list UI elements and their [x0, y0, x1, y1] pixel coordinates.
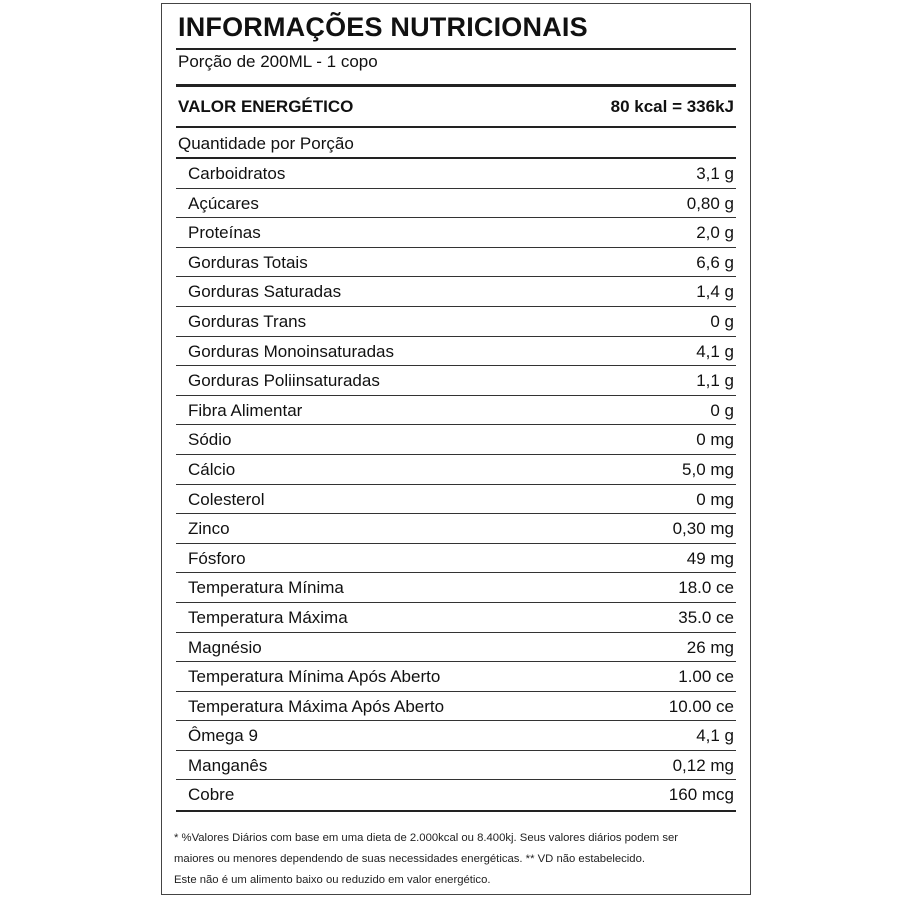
footnote — [174, 828, 740, 891]
nutrient-value: 3,1 g — [696, 164, 734, 183]
nutrient-value: 35.0 ce — [678, 607, 734, 627]
nutrient-value: 26 mg — [686, 637, 734, 657]
table-row — [176, 751, 736, 781]
table-row — [176, 189, 736, 219]
nutrient-value: 2,0 g — [696, 223, 734, 243]
nutrient-label: Zinco — [188, 519, 230, 539]
panel-title: INFORMAÇÕES NUTRICIONAIS — [178, 12, 588, 42]
nutrient-value: 0 g — [710, 311, 734, 331]
title-divider — [176, 48, 736, 50]
nutrient-label: Manganês — [188, 755, 268, 775]
portion-size: Porção de 200ML - 1 copo — [178, 52, 378, 71]
nutrient-value: 0,30 mg — [672, 519, 734, 539]
table-row — [176, 485, 736, 515]
table-row — [176, 218, 736, 248]
footnote-line: maiores ou menores dependendo de suas necessidades energéticas. ** VD não estabelecido. — [174, 853, 646, 865]
nutrient-value: 5,0 mg — [682, 459, 734, 479]
energy-divider — [176, 126, 736, 128]
nutrient-label: Temperatura Máxima — [188, 607, 348, 627]
nutrient-value: 1,4 g — [696, 282, 734, 302]
nutrient-table — [176, 159, 736, 810]
nutrient-label: Fibra Alimentar — [188, 400, 303, 420]
nutrient-label: Sódio — [188, 430, 232, 450]
nutrient-label: Fósforo — [188, 548, 246, 568]
nutrient-label: Temperatura Máxima Após Aberto — [188, 696, 445, 716]
table-row — [176, 455, 736, 485]
quantity-header: Quantidade por Porção — [178, 134, 354, 153]
energy-value: 80 kcal = 336kJ — [610, 97, 734, 116]
nutrient-value: 4,1 g — [696, 726, 734, 746]
table-row — [176, 248, 736, 278]
table-row — [176, 159, 736, 189]
table-row — [176, 603, 736, 633]
table-row — [176, 366, 736, 396]
nutrient-value: 160 mcg — [668, 785, 734, 805]
nutrient-label: Ômega 9 — [188, 726, 258, 746]
footnote-line: Este não é um alimento baixo ou reduzido em valor energético. — [174, 874, 491, 886]
table-row — [176, 277, 736, 307]
nutrient-value: 0 mg — [696, 489, 734, 509]
nutrient-label: Colesterol — [188, 489, 265, 509]
nutrient-label: Gorduras Totais — [188, 252, 308, 272]
nutrient-value: 18.0 ce — [678, 578, 734, 598]
nutrient-value: 1.00 ce — [678, 667, 734, 687]
table-row — [176, 307, 736, 337]
nutrient-label: Cobre — [188, 785, 235, 805]
footnote-line: * %Valores Diários com base em uma dieta de 2.000kcal ou 8.400kj. Seus valores diários podem ser — [174, 832, 679, 844]
nutrient-value: 6,6 g — [696, 252, 734, 272]
nutrient-value: 10.00 ce — [668, 696, 734, 716]
table-row — [176, 633, 736, 663]
table-bottom-divider — [176, 810, 736, 812]
nutrient-label: Gorduras Poliinsaturadas — [188, 371, 380, 391]
table-row — [176, 780, 736, 810]
table-row — [176, 721, 736, 751]
portion-divider — [176, 84, 736, 87]
nutrient-value: 4,1 g — [696, 341, 734, 361]
nutrient-value: 0,12 mg — [672, 755, 734, 775]
nutrient-label: Proteínas — [188, 223, 261, 243]
nutrient-label: Temperatura Mínima — [188, 578, 344, 598]
table-row — [176, 425, 736, 455]
table-row — [176, 396, 736, 426]
nutrient-value: 49 mg — [686, 548, 734, 568]
nutrient-value: 0 mg — [696, 430, 734, 450]
nutrient-label: Gorduras Monoinsaturadas — [188, 341, 395, 361]
table-row — [176, 692, 736, 722]
nutrient-label: Carboidratos — [188, 164, 286, 183]
nutrient-label: Temperatura Mínima Após Aberto — [188, 667, 441, 687]
nutrient-label: Magnésio — [188, 637, 262, 657]
nutrient-label: Gorduras Trans — [188, 311, 307, 331]
energy-label: VALOR ENERGÉTICO — [178, 97, 354, 116]
nutrient-label: Açúcares — [188, 193, 259, 213]
nutrition-facts-panel — [161, 3, 751, 895]
nutrient-label: Cálcio — [188, 459, 236, 479]
table-row — [176, 514, 736, 544]
nutrient-value: 0 g — [710, 400, 734, 420]
table-row — [176, 337, 736, 367]
table-row — [176, 662, 736, 692]
nutrient-value: 0,80 g — [686, 193, 734, 213]
table-row — [176, 544, 736, 574]
nutrient-label: Gorduras Saturadas — [188, 282, 342, 302]
nutrient-value: 1,1 g — [696, 371, 734, 391]
table-row — [176, 573, 736, 603]
